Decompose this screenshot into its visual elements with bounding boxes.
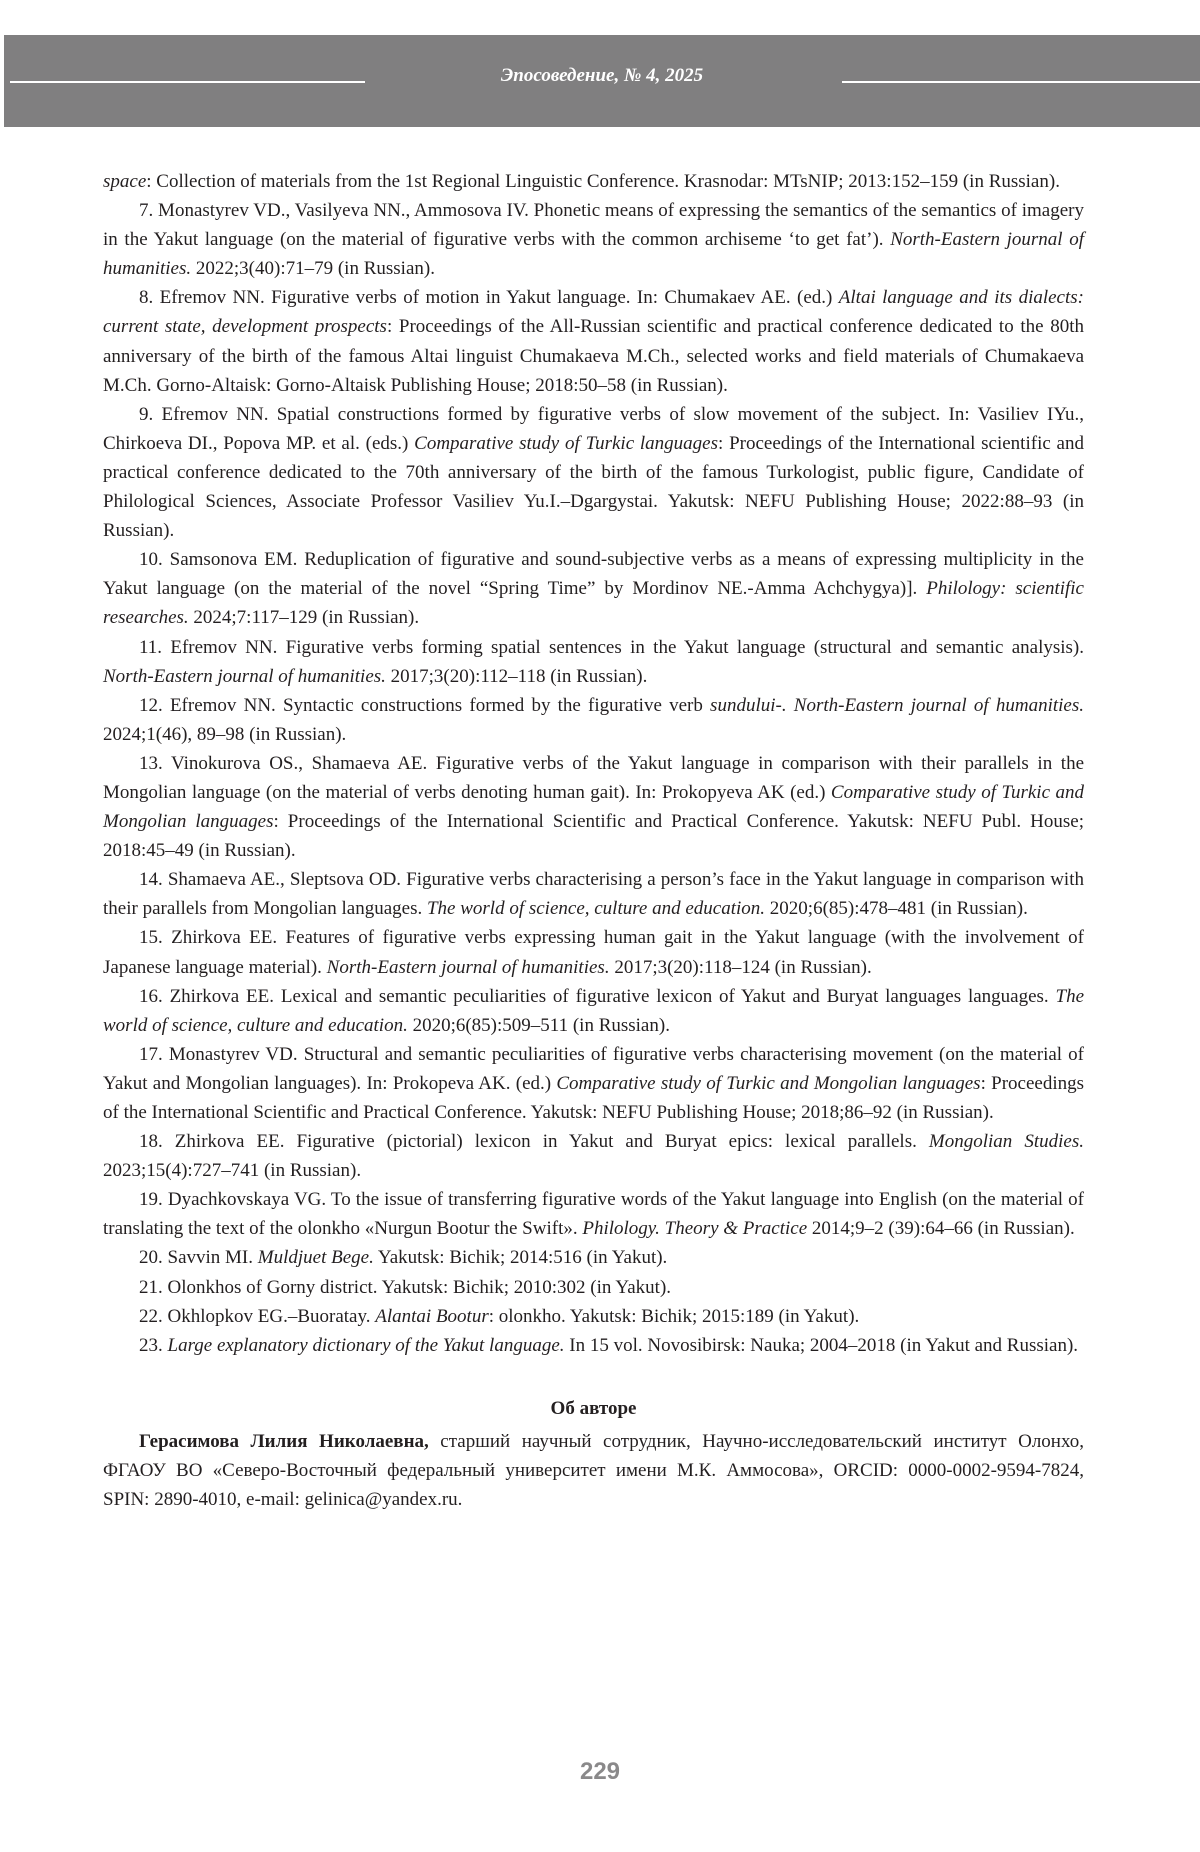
- reference-item: 8. Efremov NN. Figurative verbs of motion in Yakut language. In: Chumakaev AE. (ed.) Altai language and its dialects: current state, development prospects: Proceedings of the All-Russian scientific and practical conference dedicated to the 80th anniversary of the birth of the famous Altai linguist Chumakaeva M.Ch., selected works and field materials of Chumakaeva M.Ch. Gorno-Altaisk: Gorno-Altaisk Publishing House; 2018:50–58 (in Russian).: [103, 287, 1084, 396]
- reference-list: [103, 167, 1084, 1360]
- author-bio: Герасимова Лилия Николаевна, старший научный сотрудник, Научно-исследовательский институт Олонхо, ФГАОУ ВО «Северо-Восточный федеральный университет имени М.К. Аммосова», ORCID: 0000-0002-9594-7824, SPIN: 2890-4010, e-mail: gelinica@yandex.ru.: [103, 1430, 1085, 1511]
- reference-item: 16. Zhirkova EE. Lexical and semantic peculiarities of figurative lexicon of Yakut and Buryat languages languages. The world of science, culture and education. 2020;6(85):509–511 (in Russian).: [103, 985, 1084, 1036]
- journal-running-title: Эпосоведение, № 4, 2025: [500, 65, 704, 86]
- reference-item: 23. Large explanatory dictionary of the Yakut language. In 15 vol. Novosibirsk: Nauka; 2004–2018 (in Yakut and Russian).: [139, 1334, 1079, 1356]
- reference-item: 21. Olonkhos of Gorny district. Yakutsk: Bichik; 2010:302 (in Yakut).: [139, 1276, 672, 1298]
- header-rule-right: [842, 81, 1200, 83]
- reference-item: 17. Monastyrev VD. Structural and semantic peculiarities of figurative verbs characterising movement (on the material of Yakut and Mongolian languages). In: Prokopeva AK. (ed.) Comparative study of Turkic and Mongolian languages: Proceedings of the International Scientific and Practical Conference. Yakutsk: NEFU Publishing House; 2018;86–92 (in Russian).: [103, 1043, 1085, 1123]
- reference-item: 19. Dyachkovskaya VG. To the issue of transferring figurative words of the Yakut language into English (on the material of translating the text of the olonkho «Nurgun Bootur the Swift». Philology. Theory & Practice 2014;9–2 (39):64–66 (in Russian).: [103, 1189, 1084, 1240]
- about-author-heading: Об авторе: [550, 1397, 637, 1419]
- reference-item: 15. Zhirkova EE. Features of figurative verbs expressing human gait in the Yakut language (with the involvement of Japanese language material). North-Eastern journal of humanities. 2017;3(20):118–124 (in Russian).: [103, 927, 1084, 978]
- reference-item: 9. Efremov NN. Spatial constructions formed by figurative verbs of slow movement of the subject. In: Vasiliev IYu., Chirkoeva DI., Popova MP. et al. (eds.) Comparative study of Turkic languages: Proceedings of the International scientific and practical conference dedicated to the 70th anniversary of the birth of the famous Turkologist, public figure, Candidate of Philological Sciences, Associate Professor Vasiliev Yu.I.–Dgargystai. Yakutsk: NEFU Publishing House; 2022:88–93 (in Russian).: [103, 403, 1084, 542]
- page-content: [103, 167, 1084, 1514]
- reference-item: 10. Samsonova EM. Reduplication of figurative and sound-subjective verbs as a means of expressing multiplicity in the Yakut language (on the material of the novel “Spring Time” by Mordinov NE.-Amma Achchygya)]. Philology: scientific researches. 2024;7:117–129 (in Russian).: [103, 549, 1084, 629]
- reference-item: 14. Shamaeva AE., Sleptsova OD. Figurative verbs characterising a person’s face in the Yakut language in comparison with their parallels from Mongolian languages. The world of science, culture and education. 2020;6(85):478–481 (in Russian).: [103, 869, 1084, 920]
- reference-item: 22. Okhlopkov EG.–Buoratay. Alantai Bootur: olonkho. Yakutsk: Bichik; 2015:189 (in Yakut).: [139, 1305, 860, 1327]
- reference-item: 20. Savvin MI. Muldjuet Bege. Yakutsk: Bichik; 2014:516 (in Yakut).: [139, 1247, 668, 1269]
- reference-item: 11. Efremov NN. Figurative verbs forming spatial sentences in the Yakut language (structural and semantic analysis). North-Eastern journal of humanities. 2017;3(20):112–118 (in Russian).: [103, 636, 1084, 687]
- reference-item: 18. Zhirkova EE. Figurative (pictorial) lexicon in Yakut and Buryat epics: lexical parallels. Mongolian Studies. 2023;15(4):727–741 (in Russian).: [103, 1131, 1084, 1182]
- reference-item: space: Collection of materials from the 1st Regional Linguistic Conference. Krasnodar: MTsNIP; 2013:152–159 (in Russian).: [103, 171, 1060, 192]
- reference-item: 13. Vinokurova OS., Shamaeva AE. Figurative verbs of the Yakut language in comparison with their parallels in the Mongolian language (on the material of verbs denoting human gait). In: Prokopyeva AK (ed.) Comparative study of Turkic and Mongolian languages: Proceedings of the International Scientific and Practical Conference. Yakutsk: NEFU Publ. House; 2018:45–49 (in Russian).: [103, 752, 1085, 862]
- page-number: 229: [579, 1758, 621, 1785]
- reference-item: 7. Monastyrev VD., Vasilyeva NN., Ammosova IV. Phonetic means of expressing the semantics of the semantics of imagery in the Yakut language (on the material of figurative verbs with the common archiseme ‘to get fat’). North-Eastern journal of humanities. 2022;3(40):71–79 (in Russian).: [103, 200, 1084, 280]
- journal-header-bar: [4, 35, 1200, 127]
- author-name: Герасимова Лилия Николаевна,: [139, 1430, 429, 1452]
- reference-item: 12. Efremov NN. Syntactic constructions formed by the figurative verb sundului-. North-Eastern journal of humanities. 2024;1(46), 89–98 (in Russian).: [103, 694, 1084, 745]
